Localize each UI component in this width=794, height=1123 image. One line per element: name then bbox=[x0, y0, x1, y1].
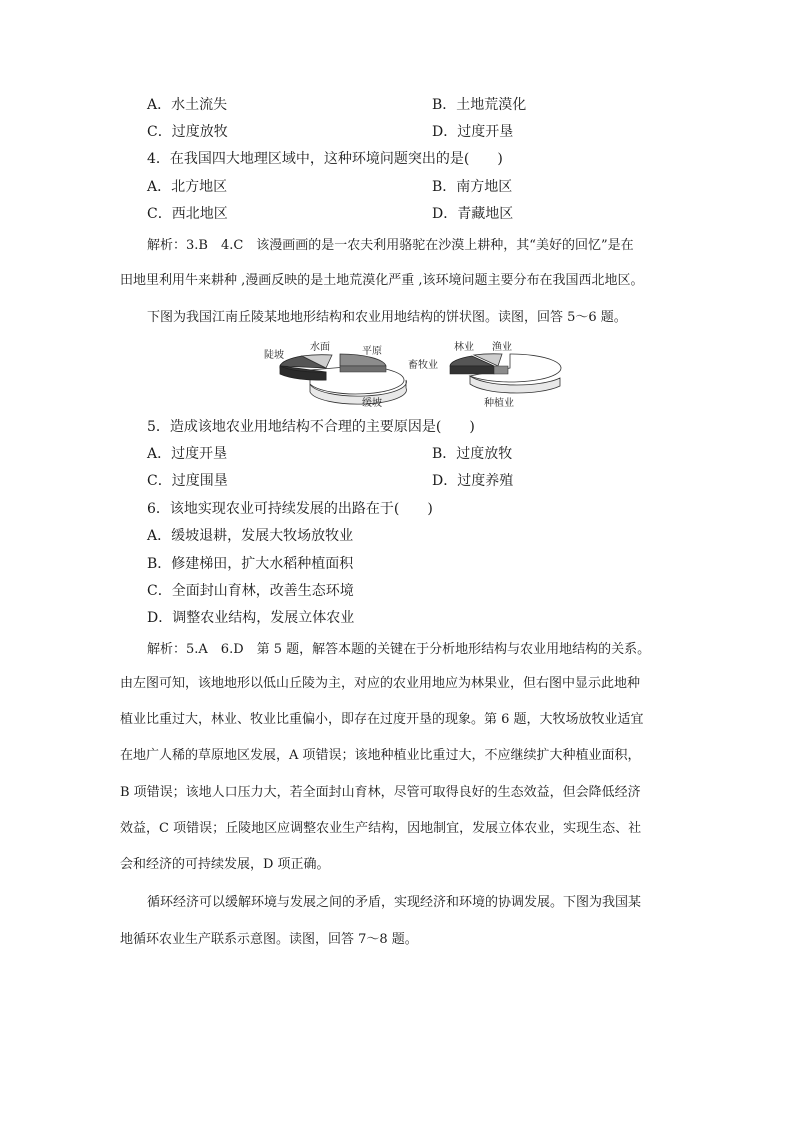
q4-option-d: D．青藏地区 bbox=[432, 206, 514, 222]
q6-option-b: B．修建梯田，扩大水稻种植面积 bbox=[147, 556, 354, 572]
analysis-56-line3: 植业比重过大，林业、牧业比重偏小，即存在过度开垦的现象。第 6 题，大牧场放牧业适宜 bbox=[120, 712, 644, 727]
analysis-56-line5: B 项错误；该地人口压力大，若全面封山育林，尽管可取得良好的生态效益，但会降低经济 bbox=[120, 785, 641, 800]
land-use-pie bbox=[408, 340, 561, 409]
q6-option-c: C．全面封山育林，改善生态环境 bbox=[147, 583, 354, 599]
q5-option-d: D．过度养殖 bbox=[432, 473, 514, 489]
q4-option-a: A．北方地区 bbox=[147, 179, 228, 195]
q6-option-a: A．缓坡退耕，发展大牧场放牧业 bbox=[147, 528, 354, 544]
q3-option-c: C．过度放牧 bbox=[147, 124, 228, 140]
q3-option-d: D．过度开垦 bbox=[432, 124, 514, 140]
q3-option-a: A．水土流失 bbox=[147, 97, 228, 113]
label-fishery: 渔业 bbox=[492, 342, 512, 353]
analysis-56-line6: 效益，C 项错误；丘陵地区应调整农业生产结构，因地制宜，发展立体农业，实现生态、社 bbox=[120, 821, 642, 836]
pie-figure bbox=[258, 336, 568, 416]
label-forestry: 林业 bbox=[454, 342, 474, 353]
q3-option-b: B．土地荒漠化 bbox=[432, 97, 527, 113]
analysis-56-line2: 由左图可知，该地地形以低山丘陵为主，对应的农业用地应为林果业，但右图中显示此地种 bbox=[120, 676, 641, 691]
analysis-56-line1: 解析：5.A 6.D 第 5 题，解答本题的关键在于分析地形结构与农业用地结构的关系。 bbox=[147, 642, 651, 657]
intro-78-line2: 地循环农业生产联系示意图。读图，回答 7～8 题。 bbox=[120, 932, 418, 947]
q5-option-c: C．过度围垦 bbox=[147, 473, 228, 489]
analysis-56-line7: 会和经济的可持续发展，D 项正确。 bbox=[120, 857, 330, 872]
terrain-pie bbox=[264, 340, 406, 409]
q5-option-b: B．过度放牧 bbox=[432, 446, 513, 462]
analysis-56-line4: 在地广人稀的草原地区发展，A 项错误；该地种植业比重过大，不应继续扩大种植业面积， bbox=[120, 748, 641, 763]
analysis-34-line1: 解析：3.B 4.C 该漫画画的是一农夫利用骆驼在沙漠上耕种，其“美好的回忆”是在 bbox=[147, 238, 634, 253]
label-planting: 种植业 bbox=[484, 398, 514, 409]
label-livestock: 畜牧业 bbox=[408, 360, 438, 371]
q6-stem: 6．该地实现农业可持续发展的出路在于( ) bbox=[147, 501, 433, 517]
intro-56: 下图为我国江南丘陵某地地形结构和农业用地结构的饼状图。读图，回答 5～6 题。 bbox=[147, 310, 627, 325]
q4-option-b: B．南方地区 bbox=[432, 179, 513, 195]
analysis-34-line2: 田地里利用牛来耕种 ,漫画反映的是土地荒漠化严重 ,该环境问题主要分布在我国西北地区。 bbox=[120, 273, 644, 288]
label-steep-slope: 陡坡 bbox=[264, 350, 284, 361]
q6-option-d: D．调整农业结构，发展立体农业 bbox=[147, 610, 355, 626]
intro-78-line1: 循环经济可以缓解环境与发展之间的矛盾，实现经济和环境的协调发展。下图为我国某 bbox=[147, 895, 642, 910]
q5-stem: 5．造成该地农业用地结构不合理的主要原因是( ) bbox=[147, 419, 475, 435]
label-gentle-slope: 缓坡 bbox=[362, 398, 382, 409]
q5-option-a: A．过度开垦 bbox=[147, 446, 228, 462]
label-water: 水面 bbox=[310, 342, 330, 353]
q4-stem: 4．在我国四大地理区域中，这种环境问题突出的是( ) bbox=[147, 151, 503, 167]
label-plain: 平原 bbox=[362, 346, 382, 357]
q4-option-c: C．西北地区 bbox=[147, 206, 228, 222]
